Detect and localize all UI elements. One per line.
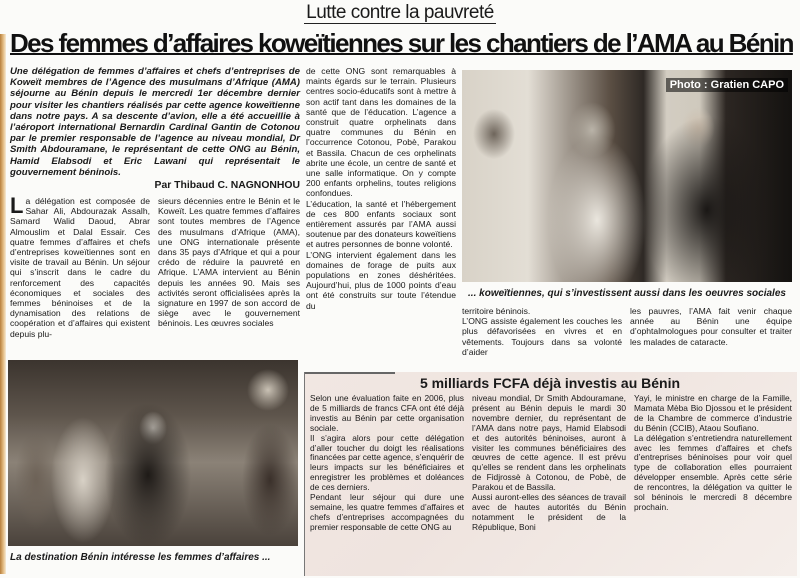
column-4-paragraph: territoire béninois. — [462, 306, 531, 316]
box-top-rule — [305, 372, 395, 374]
kicker — [0, 2, 800, 24]
byline: Par Thibaud C. NAGNONHOU — [154, 180, 300, 191]
sidebar-column-1 — [310, 394, 464, 533]
kicker-text: Lutte contre la pauvreté — [306, 2, 494, 23]
sidebar-column-2 — [472, 394, 626, 533]
sidebar-paragraph: Pendant leur séjour qui dure une semaine, les quatre femmes d’affaires et chefs d’entreprises accompagnées du premier responsable de cette ONG au — [310, 492, 464, 532]
column-1-text: a délégation est composée de Sahar Ali, Abdourazak Assalh, Samard Walid Daoud, Abrar Almouslim et Dalal Essair. Ces quatre femmes d’affaires et chefs d’entreprises koweïtiennes sont en visite de travail au Bénin. Un séjour qui s’inscrit dans le cadre du renforcement des capacités économiques et sociales des femmes béninoises et de la dynamisation des relations de coopération et d’affaires qui existent depuis plu- — [10, 196, 150, 339]
photo-credit: Photo : Gratien CAPO — [666, 78, 788, 92]
sidebar-paragraph: Aussi auront-elles des séances de travail avec de hautes autorités du Bénin notamment le président de la République, Boni — [472, 492, 626, 532]
dropcap: L — [10, 193, 24, 218]
photo-delegation-officials — [462, 70, 792, 282]
sidebar-paragraph: Selon une évaluation faite en 2006, plus de 5 milliards de francs CFA ont été déjà investis au Bénin par cette organisation sociale. — [310, 393, 464, 433]
column-3-paragraph: L’éducation, la santé et l’hébergement de ces 800 enfants sociaux sont entièrement assurés par l’AMA aussi soutenue par des donateurs koweïtiens et autres personnes de bonne volonté. — [306, 198, 457, 250]
sidebar-paragraph: La délégation s’entretiendra naturellement avec les femmes d’affaires et chefs d’entreprises béninoises pour voir quel type de collaboration elles pourraient développer ensemble. Après cette série de rencontres, la délégation va quitter le sol béninois le mercredi 8 décembre prochain. — [634, 432, 792, 512]
sidebar-title: 5 milliards FCFA déjà investis au Bénin — [419, 375, 681, 391]
page-edge-strip — [0, 34, 6, 574]
article-column-3 — [306, 66, 456, 311]
article-column-2: sieurs décennies entre le Bénin et le Koweït. Les quatre femmes d’affaires sont toutes membres de l’Agence des musulmans d’Afrique (AMA), une ONG internationale présente dans 35 pays d’Afrique et qui a pour crédo de réduire la pauvreté en Afrique. L’AMA intervient au Bénin depuis les années 90. Mais ses activités seront officialisées après la signature en 1997 de son accord de siège avec le gouvernement béninois. Les œuvres sociales — [158, 196, 300, 329]
column-3-paragraph: de cette ONG sont remarquables à maints égards sur le terrain. Plusieurs centres socio-éducatifs sont à mettre à son actif tant dans les domaines de la santé que de l’éducation. L’agence a construit quatre orphelinats dans quatre communes du Bénin en l’occurrence Cotonou, Pobè, Parakou et Bassila. Chacun de ces orphelinats abrite une école, un centre de santé et une salle informatique. On y compte 200 enfants orphelins, toutes religions confondues. — [306, 66, 456, 199]
photo-caption-bottom: La destination Bénin intéresse les femmes d’affaires ... — [10, 552, 271, 563]
column-3-paragraph: L’ONG intervient également dans les domaines de forage de puits aux populations en zones déshéritées. Aujourd’hui, plus de 1000 points d’eau ont été construits sur toute l’étendue du — [306, 249, 456, 311]
sidebar-paragraph: Yayi, le ministre en charge de la Famille, Mamata Mèba Bio Djossou et le président de la Chambre de commerce d’industrie du Bénin (CCIB), Ataou Soufiano. — [634, 393, 792, 433]
article-column-1 — [10, 193, 150, 339]
sidebar-paragraph: Il s’agira alors pour cette délégation d’aller toucher du doigt les réalisations financées par cette agence, s’enquérir de leurs impacts sur les bénéficiaires et enregistrer les problèmes et doléances de ces derniers. — [310, 432, 464, 493]
column-4-paragraph: L’ONG assiste également les couches les plus défavorisées en vivres et en vêtements. Toujours dans sa volonté d’aider — [462, 316, 622, 357]
lead-paragraph: Une délégation de femmes d’affaires et chefs d’entreprises de Koweït membres de l’Agence des musulmans d’Afrique (AMA) séjourne au Bénin depuis le mercredi 1er décembre dernier pour visiter les chantiers réalisés par cette agence koweïtienne dans notre pays. A sa descente d’avion, elle a été accueillie à l’aéroport international Bernardin Cardinal Gantin de Cotonou par le premier responsable de l’agence au niveau mondial, Dr Smith Abdouramane, le représentant de cette ONG au Bénin, Hamid Elabsodi et Eric Lawani qui représentait le gouvernement béninois. — [10, 66, 300, 178]
photo-businesswomen-group — [8, 360, 298, 546]
article-column-4 — [462, 306, 622, 357]
sidebar-paragraph: niveau mondial, Dr Smith Abdouramane, présent au Bénin depuis le mardi 30 novembre dernier, du représentant de l’AMA dans notre pays, Hamid Elabsodi et des autorités béninoises, auront à visiter les communes bénéficiaires des œuvres de cette agence. Il est prévu qu’elles se rendent dans les orphelinats de Fidjrossè à Cotonou, de Pobè, de Parakou et de Bassila. — [472, 393, 626, 493]
photo-caption-top: ... koweïtiennes, qui s’investissent aussi dans les oeuvres sociales — [468, 288, 786, 299]
sidebar-column-3 — [634, 394, 792, 513]
article-column-5: les pauvres, l’AMA fait venir chaque année au Bénin une équipe d’ophtalmologues pour consulter et traiter les malades de cataracte. — [630, 306, 792, 347]
headline: Des femmes d’affaires koweïtiennes sur les chantiers de l’AMA au Bénin — [10, 28, 793, 58]
